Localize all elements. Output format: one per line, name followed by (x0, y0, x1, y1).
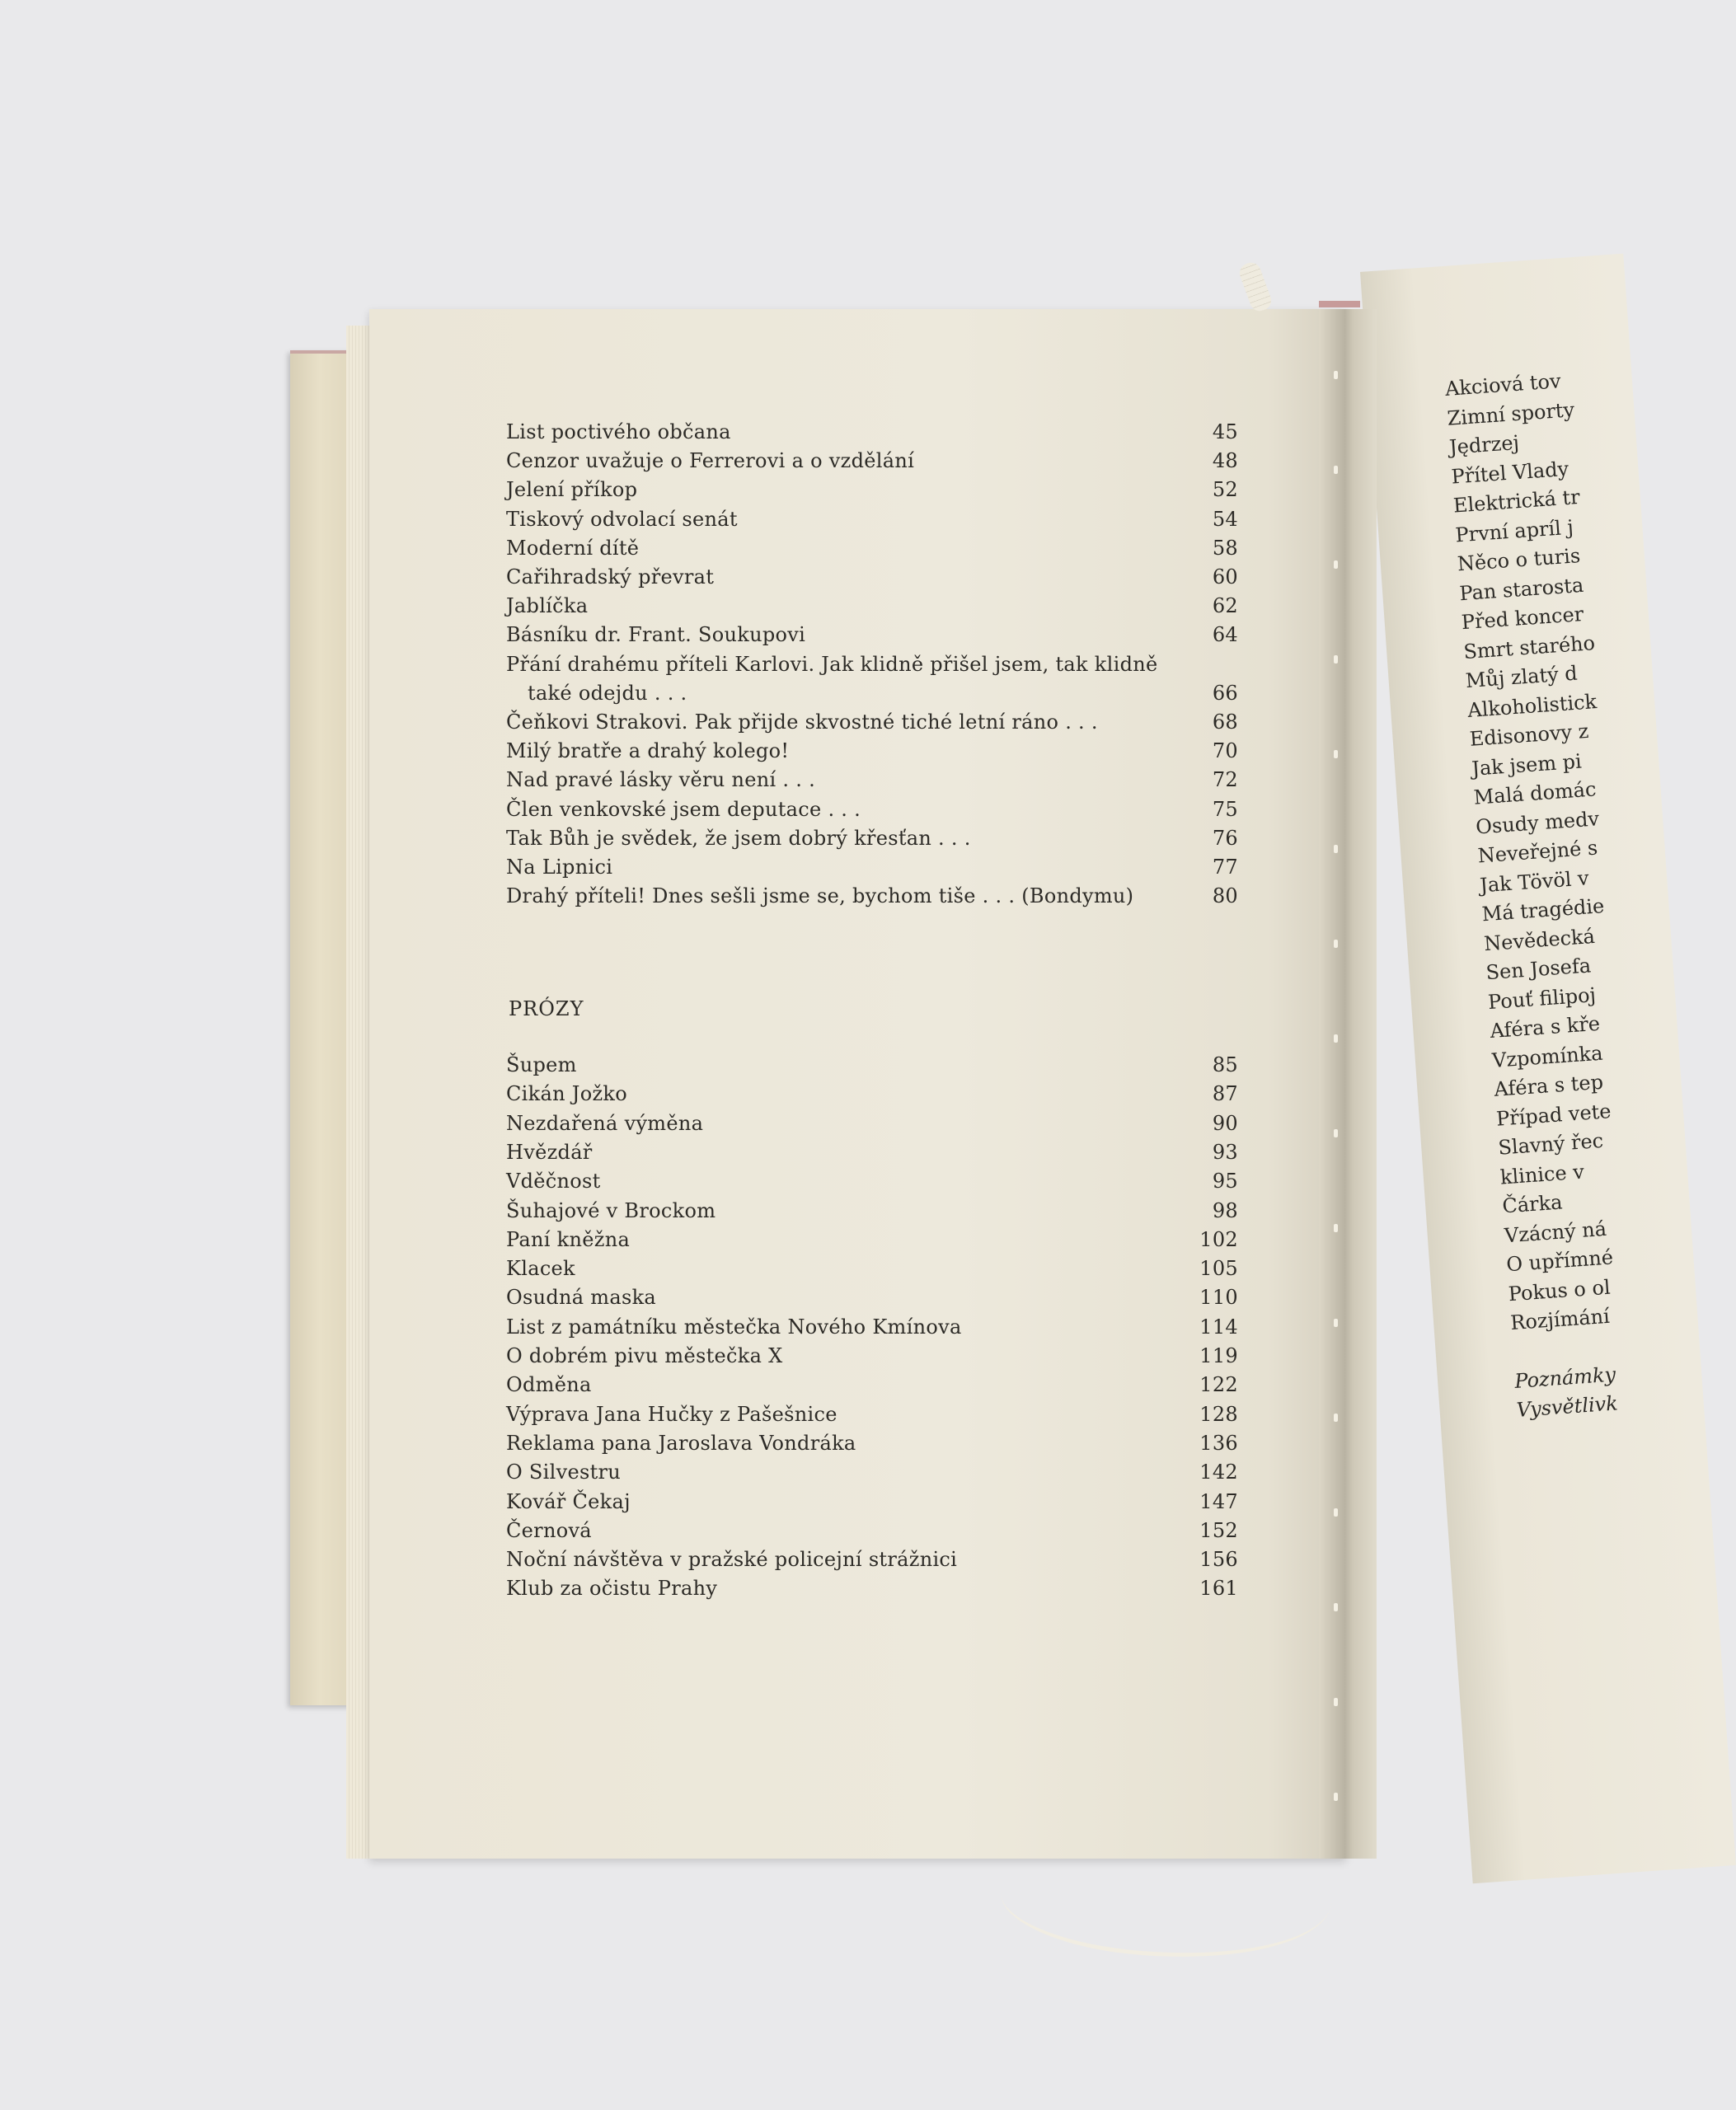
right-page-line: Smrt starého (1462, 631, 1596, 663)
toc-entry-title: Šupem (506, 1053, 577, 1076)
right-page-line: Rozjímání (1509, 1304, 1611, 1335)
toc-entry-title: Cařihradský převrat (506, 565, 715, 588)
stitch (1334, 371, 1338, 379)
right-page-line: První apríl j (1454, 515, 1574, 546)
toc-entry (506, 738, 1238, 764)
toc-entry (506, 1168, 1238, 1194)
spine-top (1319, 301, 1360, 307)
toc-entry (506, 419, 1238, 445)
toc-entry-title: také odejdu . . . (528, 681, 687, 705)
toc-entry (506, 796, 1238, 823)
toc-entry-title: Jablíčka (506, 594, 589, 618)
toc-entry-title: Drahý příteli! Dnes sešli jsme se, bychom tiše . . . (Bondymu) (506, 884, 1134, 908)
right-page-line: Vzpomínka (1491, 1041, 1604, 1072)
right-page-line: Něco o turis (1457, 544, 1582, 576)
toc-entry-title: Paní kněžna (506, 1227, 631, 1251)
toc-entry (506, 1139, 1238, 1165)
toc-entry-title: Odměna (506, 1373, 592, 1397)
toc-entry-page: 114 (1199, 1315, 1238, 1339)
stitch (1334, 1414, 1338, 1422)
stitch (1334, 750, 1338, 758)
toc-entry-page: 119 (1199, 1344, 1238, 1367)
right-page-line: Jędrzej (1448, 430, 1520, 459)
toc-entry (506, 1226, 1238, 1253)
toc-entry-title: Tiskový odvolací senát (506, 507, 738, 531)
right-page-line: Pokus o ol (1507, 1275, 1612, 1306)
toc-entry-title: List poctivého občana (506, 420, 731, 443)
right-page-line: Edisonovy z (1468, 719, 1590, 751)
right-page-line: Nevědecká (1483, 924, 1596, 955)
right-page-line: Elektrická tr (1452, 485, 1581, 518)
toc-entry-page: 75 (1212, 797, 1238, 821)
toc-entry (506, 564, 1238, 590)
toc-entry-page: 72 (1212, 768, 1238, 792)
stitch (1334, 940, 1338, 948)
toc-entry (506, 1575, 1238, 1601)
toc-entry (506, 535, 1238, 561)
right-page-line: Vzácný ná (1504, 1217, 1607, 1247)
right-page-line: Neveřejné s (1476, 836, 1599, 868)
right-page-line: Jak Tövöl v (1479, 865, 1590, 897)
toc-entry-title: Nezdařená výměna (506, 1111, 704, 1135)
toc-entry (506, 825, 1238, 851)
toc-entry (506, 1372, 1238, 1398)
toc-entry-title: Černová (506, 1518, 592, 1542)
stitch (1334, 655, 1338, 663)
toc-entry-page: 85 (1212, 1053, 1238, 1076)
stitch (1334, 1129, 1338, 1137)
right-page-line: Můj zlatý d (1464, 661, 1579, 693)
toc-entry (506, 1401, 1238, 1428)
toc-entry (506, 767, 1238, 793)
stitch (1334, 560, 1338, 569)
toc-entry-title: Čeňkovi Strakovi. Pak přijde skvostné tiché letní ráno . . . (506, 710, 1098, 734)
stitch (1334, 845, 1338, 853)
toc-entry-page: 70 (1212, 739, 1238, 763)
toc-entry-title: Šuhajové v Brockom (506, 1198, 716, 1222)
toc-entry-page: 98 (1212, 1198, 1238, 1222)
right-page-line: Čárka (1501, 1190, 1564, 1218)
right-page-line: Aféra s tep (1493, 1070, 1604, 1101)
right-page-line: Má tragédie (1480, 894, 1606, 926)
section-heading: PRÓZY (509, 997, 584, 1020)
toc-entry (506, 476, 1238, 503)
toc-entry-page: 128 (1199, 1402, 1238, 1426)
toc-entry-title: Přání drahému příteli Karlovi. Jak klidně přišel jsem, tak klidně (506, 652, 1158, 676)
stitch (1334, 466, 1338, 474)
toc-entry (506, 854, 1238, 880)
stitch (1334, 1034, 1338, 1043)
toc-entry (506, 651, 1238, 678)
toc-entry (506, 883, 1238, 909)
toc-entry-page: 105 (1199, 1257, 1238, 1281)
right-page-line: Aféra s kře (1489, 1011, 1601, 1043)
toc-entry (506, 1110, 1238, 1137)
toc-entry-page: 95 (1212, 1170, 1238, 1193)
toc-entry-page: 58 (1212, 536, 1238, 560)
toc-entry-title: Osudná maska (506, 1286, 657, 1310)
toc-entry-page: 66 (1212, 681, 1238, 705)
toc-entry-page: 80 (1212, 884, 1238, 908)
toc-entry-title: Moderní dítě (506, 536, 640, 560)
toc-entry (506, 1284, 1238, 1311)
right-page-line: Jak jsem pi (1471, 749, 1583, 781)
toc-entry-title: Klub za očistu Prahy (506, 1577, 718, 1601)
stitch (1334, 1698, 1338, 1706)
toc-entry-page: 64 (1212, 623, 1238, 647)
toc-entry-page: 77 (1212, 856, 1238, 879)
toc-entry (506, 1255, 1238, 1282)
toc-entry-title: O Silvestru (506, 1461, 622, 1484)
toc-entry-title: Cikán Jožko (506, 1082, 627, 1106)
toc-entry-page: 54 (1212, 507, 1238, 531)
toc-entry-page: 76 (1212, 826, 1238, 850)
right-page-line: Alkoholistick (1466, 689, 1598, 722)
toc-entry-page: 156 (1199, 1548, 1238, 1572)
toc-entry-page: 60 (1212, 565, 1238, 588)
toc-entry (506, 1459, 1238, 1485)
toc-entry-page: 110 (1199, 1286, 1238, 1310)
toc-entry (506, 1489, 1238, 1515)
toc-entry-page: 48 (1212, 449, 1238, 473)
toc-entry (506, 1430, 1238, 1456)
toc-entry (506, 506, 1238, 532)
toc-entry-page: 122 (1199, 1373, 1238, 1397)
toc-entry (506, 1343, 1238, 1369)
toc-entry-title: Člen venkovské jsem deputace . . . (506, 797, 861, 821)
toc-entry (506, 1052, 1238, 1078)
toc-entry (506, 709, 1238, 735)
toc-entry-title: List z památníku městečka Nového Kmínova (506, 1315, 962, 1339)
toc-entry-page: 68 (1212, 710, 1238, 734)
toc-entry-title: Básníku dr. Frant. Soukupovi (506, 623, 806, 647)
toc-entry-page: 161 (1199, 1577, 1238, 1601)
toc-entry-title: O dobrém pivu městečka X (506, 1344, 783, 1367)
toc-entry (506, 680, 1238, 706)
toc-entry-title: Kovář Čekaj (506, 1489, 631, 1513)
stitch (1334, 1603, 1338, 1611)
toc-entry-title: Jelení příkop (506, 478, 638, 502)
toc-entry-page: 45 (1212, 420, 1238, 443)
toc-entry-title: Vděčnost (506, 1170, 601, 1193)
bookmark-thread-top (1237, 260, 1274, 313)
right-page-line: O upřímné (1505, 1245, 1614, 1277)
toc-entry-title: Cenzor uvažuje o Ferrerovi a o vzdělání (506, 449, 915, 473)
right-page-line: Osudy medv (1475, 806, 1600, 839)
right-page-line: Pan starosta (1458, 573, 1585, 605)
toc-entry-page: 136 (1199, 1431, 1238, 1455)
right-page-line: Přítel Vlady (1450, 457, 1569, 489)
toc-entry-page: 142 (1199, 1461, 1238, 1484)
toc-entry-page: 52 (1212, 478, 1238, 502)
toc-entry-title: Hvězdář (506, 1140, 593, 1164)
toc-entry-page: 87 (1212, 1082, 1238, 1106)
toc-entry-title: Reklama pana Jaroslava Vondráka (506, 1431, 856, 1455)
right-page-line: Malá domác (1472, 777, 1598, 809)
toc-entry (506, 448, 1238, 474)
stitch (1334, 1319, 1338, 1327)
toc-entry-title: Milý bratře a drahý kolego! (506, 739, 790, 763)
toc-entry-page: 147 (1199, 1489, 1238, 1513)
toc-entry (506, 1314, 1238, 1340)
toc-entry-title: Nad pravé lásky věru není . . . (506, 768, 816, 792)
toc-entry-page: 93 (1212, 1140, 1238, 1164)
toc-entry-title: Tak Bůh je svědek, že jsem dobrý křesťan . . . (506, 826, 971, 850)
toc-entry-title: Výprava Jana Hučky z Pašešnice (506, 1402, 838, 1426)
toc-entry (506, 1517, 1238, 1544)
book-gutter (1319, 309, 1377, 1859)
toc-entry-title: Klacek (506, 1257, 575, 1281)
toc-entry (506, 1198, 1238, 1224)
right-page-line: Zimní sporty (1446, 397, 1575, 430)
toc-entry-page: 62 (1212, 594, 1238, 618)
toc-entry-page: 90 (1212, 1111, 1238, 1135)
right-page-line: Případ vete (1495, 1099, 1612, 1131)
toc-entry-page: 152 (1199, 1518, 1238, 1542)
right-page-line: Sen Josefa (1485, 954, 1592, 985)
right-page-italic-line: Poznámky (1513, 1362, 1616, 1393)
stitch (1334, 1793, 1338, 1801)
right-page-italic-line: Vysvětlivk (1515, 1391, 1619, 1422)
toc-entry (506, 621, 1238, 648)
toc-entry (506, 1081, 1238, 1107)
right-page-line: Před koncer (1461, 602, 1585, 635)
right-page-line: Pouť filipoj (1487, 982, 1597, 1014)
toc-entry (506, 593, 1238, 619)
right-page-line: Slavný řec (1497, 1128, 1604, 1160)
toc-entry-page: 102 (1199, 1227, 1238, 1251)
stitch (1334, 1508, 1338, 1517)
stitch (1334, 1224, 1338, 1232)
right-page-line: klinice v (1499, 1160, 1585, 1189)
toc-entry (506, 1546, 1238, 1573)
right-page-line: Akciová tov (1444, 369, 1562, 401)
toc-entry-title: Na Lipnici (506, 856, 613, 879)
toc-entry-title: Noční návštěva v pražské policejní strážnici (506, 1548, 958, 1572)
